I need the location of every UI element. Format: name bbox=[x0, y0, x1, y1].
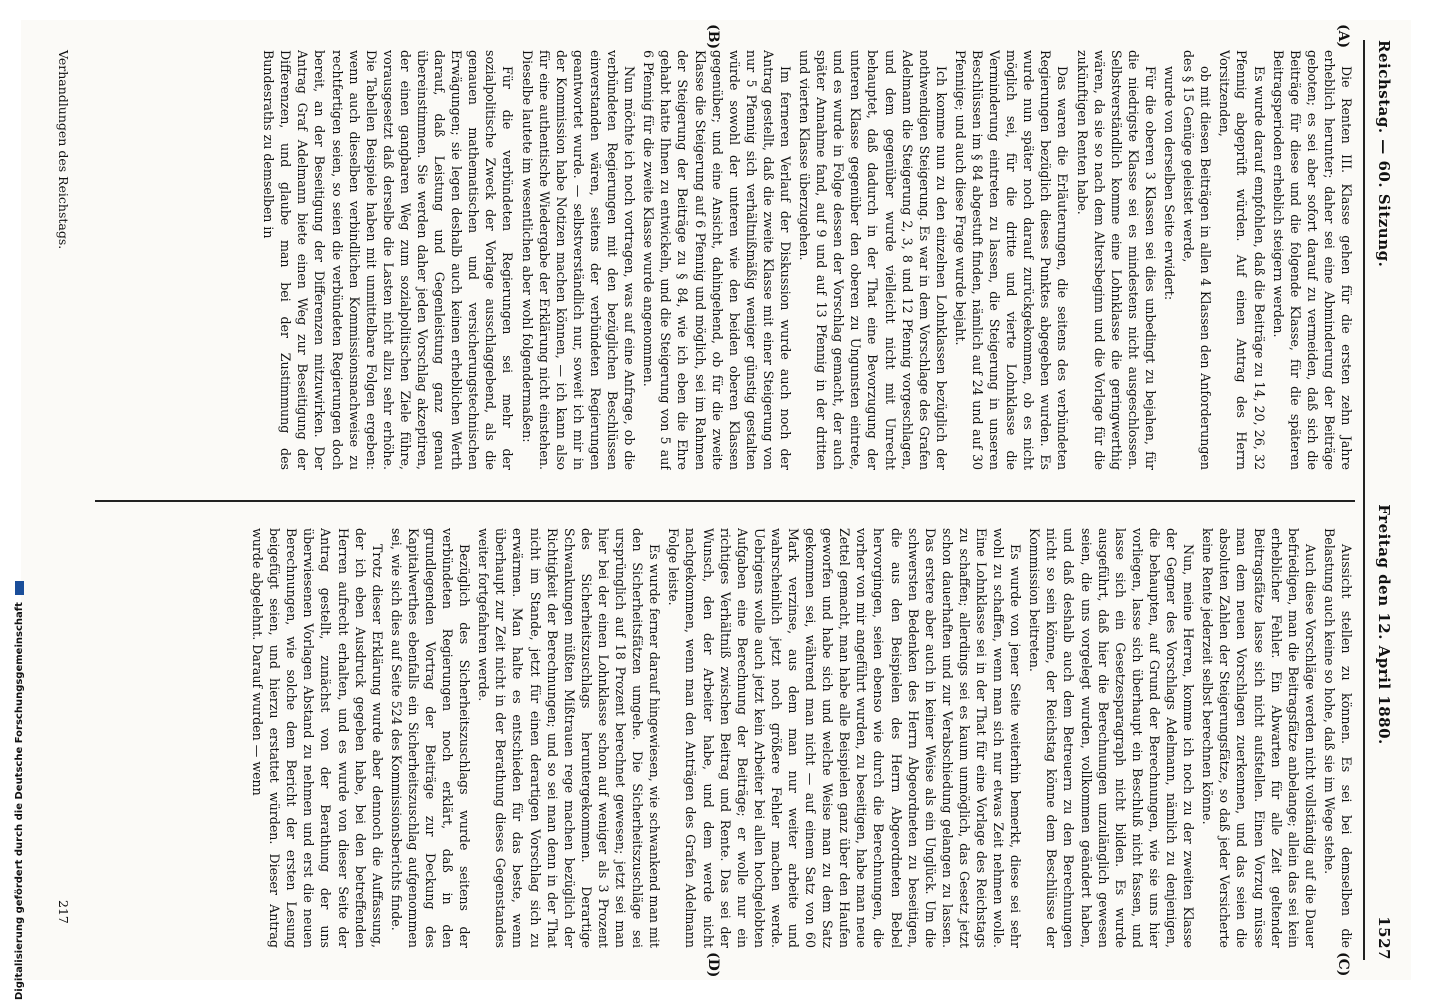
paragraph: Nun, meine Herren, komme ich noch zu der zweiten Klasse der Gegner des Vorschlags Adelmann, nämlich zu denjenigen, die behaupten, auf Grund der Berechnungen, wie sie uns hier vorliegen, lasse sich überhaupt ein Beschluß nicht fassen, und lasse sich ein Gesetzesparagraph nicht bilden. Es wurde ausgeführt, daß hier die Berechnungen unzulänglich gewesen seien, die uns vorgelegt wurden, vollkommen geändert haben, und daß deshalb auch dem Betreuern zu den Berechnungen nicht so sein könne, der Reichstag könne dem Beschlüsse der Kommission beitreten. bbox=[1027, 528, 1197, 948]
paragraph: wurde von derselben Seite erwidert: bbox=[1162, 66, 1178, 301]
paragraph: Es wurde von jener Seite weiterhin bemerkt, diese sei sehr wohl zu schaffen, wenn man sich nur etwas Zeit nehmen wolle. Eine Lohnklasse sei in der That für eine Vorlage des Reichstags zu schaffen; allerdings sei es kaum unmöglich, das Gesetz jetzt schon dauerhaften und zur Verabschiedung gelangen zu lassen. Das erstere aber auch in keiner Weise als ein Unglück. Um die schwersten Bedenken des Herrn Abgeordneten zu beseitigen, die aus den Beispielen des Herrn Abgeordneten Bebel hervorgingen, seien ebenso wie durch die Berechnungen, die vorher von mir angeführt wurden, zu beseitigen, habe man neue Zettel gemacht, man habe alle Beispielen ganz über den Haufen geworfen und habe sich und welche Weise man zu dem Satz gekommen sei, während man nicht — auf einem Satz von 60 Mark verzinse, aus dem man nur weiter arbeite und wahrscheinlich jetzt noch größere Fehler machen werde. Uebrigens wolle auch jetzt kein Arbeiter bei allen hochgelobten Aufgaben eine Berechnung der Beiträge; er wolle nur ein richtiges Verhältniß zwischen Beitrag und Rente. Das sei der Wunsch, den der Arbeiter habe, und dem werde nicht nachgekommen, wenn man den Anträgen des Grafen Adelmann Folge leiste. bbox=[666, 528, 1024, 948]
page-number: 1527 bbox=[1375, 916, 1393, 960]
paragraph: Trotz dieser Erklärung wurde aber dennoch die Auffassung, der ich eben Ausdruck gegeben habe, bei den betreffenden Herren aufrecht erhalten, und es wurde von dieser Seite der Antrag gestellt, zunächst von der Berathung der uns überwiesenen Vorlagen Abstand zu nehmen und erst die neuen Berechnungen, wie solche dem Bericht der ersten Lesung beigefügt seien, und hierzu erstattet würden. Dieser Antrag wurde abgelehnt. Darauf wurden — wenn bbox=[250, 528, 385, 948]
paragraph: Aussicht stellen zu können. Es sei bei demselben die Belastung auch keine so hohe, daß sie im Wege stehe. bbox=[1321, 528, 1354, 948]
running-header bbox=[1367, 40, 1393, 960]
dfg-logo-icon bbox=[15, 581, 24, 595]
header-rule bbox=[1363, 40, 1365, 960]
digitization-credit-text: Digitalisierung gefördert durch die Deutsche Forschungsgemeinschaft bbox=[14, 602, 25, 1000]
column-divider bbox=[95, 500, 1355, 502]
margin-marker-a: (A) bbox=[1335, 24, 1351, 49]
digitization-credit bbox=[14, 581, 25, 1000]
paragraph: Für die verbündeten Regierungen sei mehr der sozialpolitische Zweck der Vorlage ausschlaggebend, als die genauen mathematischen und versicherungstechnischen Erwägungen; sie legen deshalb auch keinen erheblichen Werth darauf, daß Leistung und Gegenleistung ganz genau übereinstimmen. Sie werden daher jeden Vorschlag akzeptiren, der einen gangbaren Weg zum sozialpolitischen Ziele führe, vorausgesetzt daß derselbe die Lasten nicht allzu sehr erhöhe. Die Tabellen Beispiele haben mit unmittelbare Folgen ergeben: wenn auch dieselben verbindlichen Kommissionsnachweise zu rechtfertigen seien, so seien die verbündeten Regierungen doch bereit, an der Beseitigung der Differenzen mitzuwirken. Der Antrag Graf Adelmann biete einen Weg zur Beseitigung der Differenzen, und glaube man bei der Zustimmung des Bundesraths zu demselben in bbox=[261, 50, 516, 470]
paragraph: Ich komme nun zu den einzelnen Lohnklassen bezüglich der nothwendigen Steigerung. Es war in dem Vorschlage des Grafen Adelmann die Steigerung 2, 3, 8 und 12 Pfennig vorgeschlagen, und dem gegenüber wurde vielleicht nicht mit Unrecht behauptet, daß dadurch in der That eine Bevorzugung der unteren Klasse gegenüber den oberen zu Ungunsten eintrete, und es wurde in Folge dessen der Vorschlag gemacht, der auch später Annahme fand, auf 9 und auf 13 Pfennig in der dritten und vierten Klasse überzugehen. bbox=[797, 50, 949, 470]
sheet-signature: 217 bbox=[56, 900, 71, 924]
header-session: Reichstag. — 60. Sitzung. bbox=[1375, 40, 1393, 268]
paragraph: Es wurde ferner darauf hingewiesen, wie schwankend man mit den Sicherheitsfätzen umgehe. Die Sicherheitszuschläge sei ursprünglich auf 18 Prozent berechnet gewesen; jetzt sei man hier bei der einen Lohnklasse schon auf weniger als 3 Prozent des Sicherheitszuschlags heruntergekommen. Derartige Schwankungen müßten Mißtrauen rege machen bezüglich der Richtigkeit der Berechnungen; und so sei man denn in der That nicht im Stande, jetzt für einen derartigen Vorschlag sich zu erwärmen. Man halte es entschieden für das beste, wenn überhaupt zur Zeit nicht in der Berathung dieses Gegenstandes weiter fortgefahren werde. bbox=[476, 528, 663, 948]
paragraph: Für die oberen 3 Klassen sei dies unbedingt zu bejahen, für die niedrigste Klasse sei es mindestens nicht ausgeschlossen. Selbstverständlich komme eine Lohnklasse die geringwerthig wären, da sie so nach dem Altersbeginn und die Vorlage für die zukünftigen Renten habe. bbox=[1074, 50, 1158, 470]
paragraph: Bezüglich des Sicherheitszuschlags wurde seitens der verbündeten Regierungen noch erklärt, daß in den grundlegenden Vortrag der Beiträge zur Deckung des Kapitalwerthes ebenfalls ein Sicherheitszuschlag aufgenommen sei, wie sich dies auf Seite 524 des Kommissionsberichts finde. bbox=[388, 528, 473, 948]
paragraph: Das waren die Erläuterungen, die seitens des verbündeten Regierungen bezüglich dieses Punktes abgegeben wurden. Es wurde nun später noch darauf zurückgekommen, ob es nicht möglich sei, für die dritte und vierte Lohnklasse die Verminderung eintreten zu lassen, die Steigerung in unseren Beschlüssen im § 84 abgestuft finden, nämlich auf 24 und auf 30 Pfennige; und auch diese Frage wurde bejaht. bbox=[952, 50, 1071, 470]
right-text-column bbox=[55, 528, 1355, 948]
margin-marker-c: (C) bbox=[1335, 952, 1351, 977]
footer-title: Verhandlungen des Reichstags. bbox=[56, 50, 71, 250]
document-page bbox=[21, 20, 1411, 980]
header-date-text: Freitag den 12. April 1880. bbox=[1375, 504, 1393, 745]
paragraph: Die Renten III. Klasse gehen für die ersten zehn Jahre erheblich herunter; daher sei eine Abminderung der Beiträge geboten; es sei aber sofort darauf zu vermeiden, daß sich die Beiträge für diese und die folgende Klasse, für die späteren Beitragsperioden erheblich steigern werden. bbox=[1270, 50, 1354, 470]
margin-marker-b: (B) bbox=[705, 24, 721, 50]
margin-marker-d: (D) bbox=[705, 952, 721, 978]
left-text-column bbox=[55, 50, 1355, 470]
paragraph: Nun möchte ich noch vortragen, was auf eine Anfrage, ob die verbündeten Regierungen mit den bezüglichen Beschlüssen einverstanden wären, seitens der verbündeten Regierungen geantwortet wurde. — selbstverständlich nur, soweit ich mir in der Kommission habe Notizen machen können, — ich kann also für eine authentische Wiedergabe der Erklärung nicht einstehen. Dieselbe lautete im wesentlichen aber wohl folgendermaßen: bbox=[519, 50, 638, 470]
paragraph: Es wurde darauf empfohlen, daß die Beiträge zu 14, 20, 26, 32 Pfennig abgeprüft würden. Auf einen Antrag des Herrn Vorsitzenden, bbox=[1217, 50, 1267, 470]
paragraph: ob mit diesen Beiträgen in allen 4 Klassen den Anforderungen des § 15 Genüge geleistet werde, bbox=[1181, 50, 1214, 470]
paragraph: Auch diese Vorschläge werden nicht vollständig auf die Dauer befriedigen, man die Beitragsfätze anbelange; allein das sei kein erheblicher Fehler. Ein Abwarten für alle Zeit geltender Beitragsfätze lasse sich nicht aufstellen. Einen Vorzug müsse man dem neuen Vorschlagen zuerkennen, und das seien die absoluten Zahlen der Steigerungsfätze, so daß jeder Versicherte keine Rente jederzeit selbst berechnen könne. bbox=[1200, 528, 1318, 948]
header-date bbox=[1375, 504, 1393, 960]
paragraph: Im ferneren Verlauf der Diskussion wurde auch noch der Antrag gestellt, daß die zweite Klasse mit einer Steigerung von nur 5 Pfennig sich verhältnißmäßig weniger günstig gestalten würde sowohl der unteren wie den beiden oberen Klassen gegenüber; und eine Ansicht, dahingehend, ob für die zweite Klasse die Steigerung auf 6 Pfennig und möglich, sei im Rahmen der Steigerung der Beiträge zu § 84, wie ich eben die Ehre gehabt hatte Ihnen zu entwickeln, und die Steigerung von 5 auf 6 Pfennig für die zweite Klasse wurde angenommen. bbox=[641, 50, 793, 470]
